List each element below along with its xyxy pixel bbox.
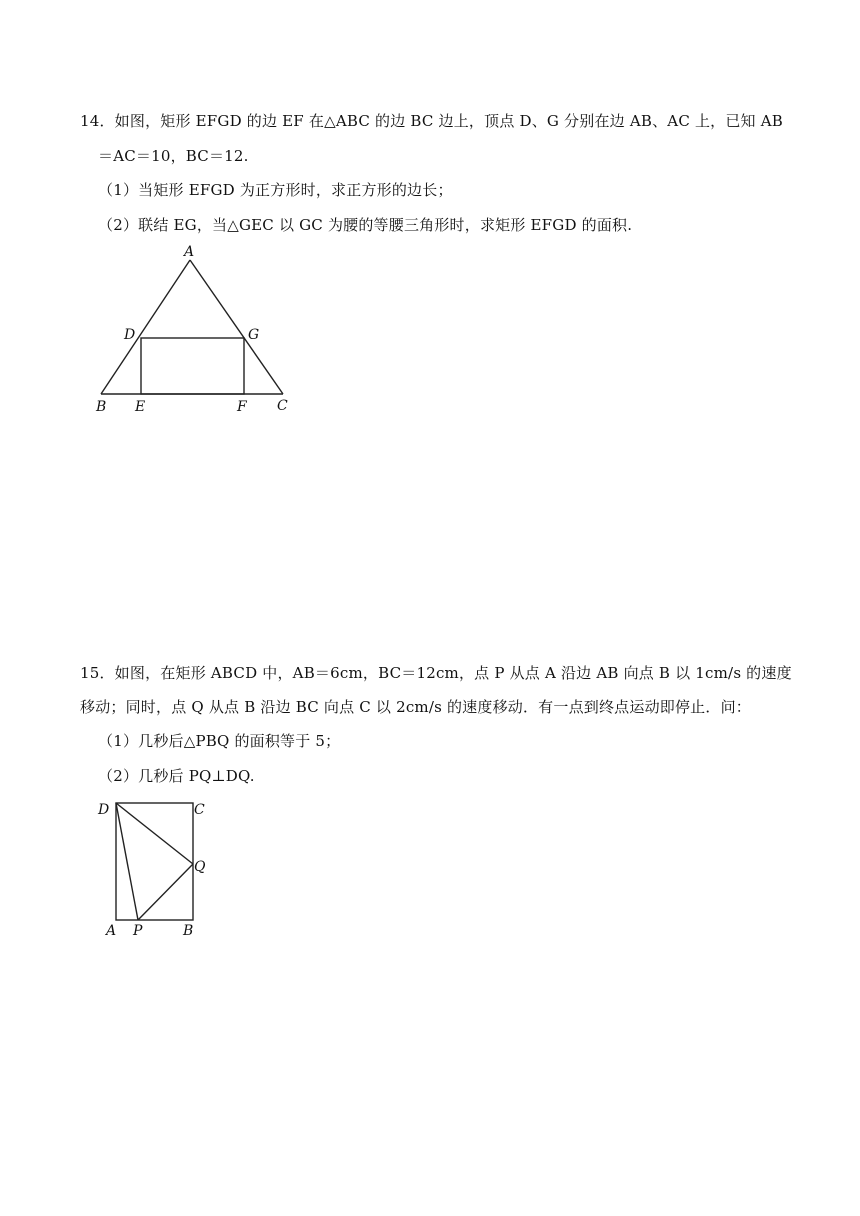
label-q: Q — [194, 859, 206, 875]
rectangle-abcd — [116, 803, 193, 920]
problem-15-part-1: （1）几秒后△PBQ 的面积等于 5； — [98, 732, 341, 750]
label-p: P — [133, 923, 143, 939]
segment-pq — [138, 864, 193, 920]
problem-14-part-2: （2）联结 EG，当△GEC 以 GC 为腰的等腰三角形时，求矩形 EFGD 的面积. — [98, 216, 633, 234]
label-c: C — [277, 398, 288, 414]
triangle-abc — [101, 260, 283, 394]
label-a: A — [106, 923, 117, 939]
label-d: D — [124, 327, 136, 343]
problem-14-part-1: （1）当矩形 EFGD 为正方形时，求正方形的边长； — [98, 181, 453, 199]
label-b: B — [96, 399, 107, 415]
label-f: F — [237, 399, 247, 415]
label-d: D — [98, 802, 110, 818]
problem-15-line-1: 15．如图，在矩形 ABCD 中，AB＝6cm，BC＝12cm，点 P 从点 A 沿边 AB 向点 B 以 1cm/s 的速度 — [80, 664, 792, 682]
rectangle-efgd — [141, 338, 244, 394]
label-b: B — [183, 923, 194, 939]
label-g: G — [248, 327, 260, 343]
problem-15-line-2: 移动；同时，点 Q 从点 B 沿边 BC 向点 C 以 2cm/s 的速度移动．有一点到终点运动即停止．问： — [80, 698, 751, 716]
segment-dq — [116, 803, 193, 864]
segment-dp — [116, 803, 138, 920]
label-a: A — [184, 244, 195, 260]
problem-14-line-1: 14．如图，矩形 EFGD 的边 EF 在△ABC 的边 BC 边上，顶点 D、G 分别在边 AB、AC 上，已知 AB — [80, 112, 783, 130]
label-c: C — [194, 802, 205, 818]
problem-15-part-2: （2）几秒后 PQ⊥DQ. — [98, 767, 255, 785]
label-e: E — [135, 399, 146, 415]
problem-14-line-2: ＝AC＝10，BC＝12. — [98, 147, 249, 165]
